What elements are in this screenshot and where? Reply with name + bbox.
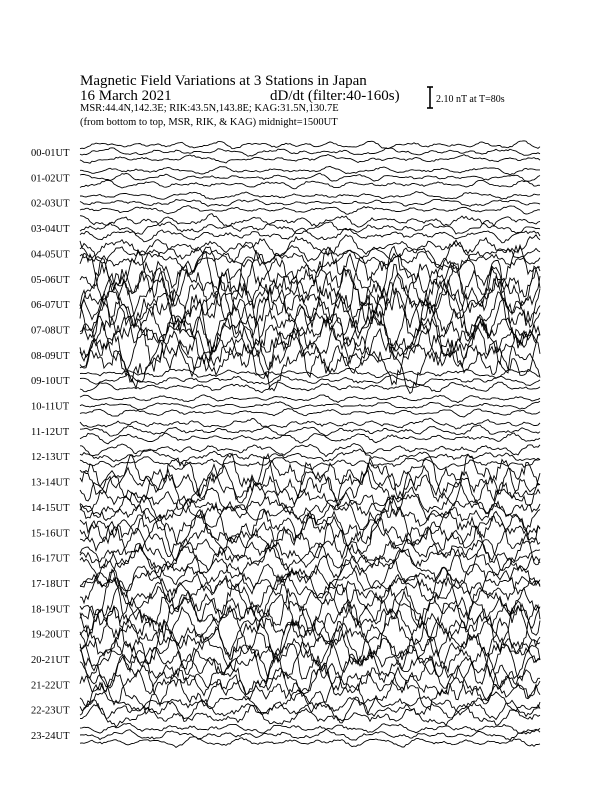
row-label: 12-13UT bbox=[31, 452, 70, 464]
trace-kag bbox=[80, 304, 540, 372]
row-label: 03-04UT bbox=[31, 224, 70, 236]
row-label: 04-05UT bbox=[31, 249, 70, 261]
trace-kag bbox=[80, 206, 540, 215]
trace-rik bbox=[80, 425, 540, 436]
row-label: 05-06UT bbox=[31, 274, 70, 286]
row-label: 18-19UT bbox=[31, 604, 70, 616]
row-label: 00-01UT bbox=[31, 148, 70, 159]
row-label: 02-03UT bbox=[31, 198, 70, 210]
trace-rik bbox=[80, 148, 540, 157]
row-label: 19-20UT bbox=[31, 629, 70, 641]
stations-label: MSR:44.4N,142.3E; RIK:43.5N,143.8E; KAG:31.5N,130.7E bbox=[80, 103, 339, 114]
trace-kag bbox=[80, 516, 540, 565]
trace-rik bbox=[80, 199, 540, 206]
trace-kag bbox=[80, 546, 540, 587]
row-label: 10-11UT bbox=[31, 401, 70, 413]
row-label: 08-09UT bbox=[31, 350, 70, 362]
row-label: 11-12UT bbox=[31, 426, 70, 438]
trace-msr bbox=[80, 166, 540, 175]
scale-bar-label: 2.10 nT at T=80s bbox=[436, 94, 505, 105]
trace-kag bbox=[80, 228, 540, 243]
row-label: 22-23UT bbox=[31, 705, 70, 717]
trace-rik bbox=[80, 173, 540, 181]
trace-kag bbox=[80, 180, 540, 189]
row-label: 14-15UT bbox=[31, 502, 70, 514]
row-label-group bbox=[31, 148, 70, 742]
row-label: 06-07UT bbox=[31, 300, 70, 312]
scale-bar bbox=[427, 87, 433, 108]
row-label: 15-16UT bbox=[31, 528, 70, 540]
row-label: 21-22UT bbox=[31, 680, 70, 692]
row-label: 09-10UT bbox=[31, 376, 70, 388]
trace-kag bbox=[80, 433, 540, 444]
trace-rik bbox=[80, 729, 540, 740]
order-note: (from bottom to top, MSR, RIK, & KAG) midnight=1500UT bbox=[80, 117, 338, 128]
trace-group bbox=[80, 141, 540, 748]
row-label: 17-18UT bbox=[31, 578, 70, 590]
trace-kag bbox=[80, 155, 540, 164]
trace-msr bbox=[80, 141, 540, 149]
trace-rik bbox=[80, 401, 540, 410]
trace-msr bbox=[80, 395, 540, 403]
trace-msr bbox=[80, 214, 540, 228]
chart-title: Magnetic Field Variations at 3 Stations in Japan bbox=[80, 73, 367, 89]
row-label: 07-08UT bbox=[31, 325, 70, 337]
trace-kag bbox=[80, 409, 540, 417]
row-label: 23-24UT bbox=[31, 731, 70, 743]
trace-msr bbox=[80, 723, 540, 733]
trace-rik bbox=[80, 454, 540, 504]
quantity-label: dD/dt (filter:40-160s) bbox=[270, 88, 400, 104]
row-label: 20-21UT bbox=[31, 655, 70, 666]
row-label: 16-17UT bbox=[31, 553, 70, 565]
trace-msr bbox=[80, 503, 540, 547]
date-label: 16 March 2021 bbox=[80, 88, 172, 104]
trace-kag bbox=[80, 382, 540, 393]
trace-rik bbox=[80, 240, 540, 266]
row-label: 13-14UT bbox=[31, 477, 70, 489]
row-label: 01-02UT bbox=[31, 173, 70, 185]
trace-msr bbox=[80, 192, 540, 200]
trace-msr bbox=[80, 444, 540, 457]
